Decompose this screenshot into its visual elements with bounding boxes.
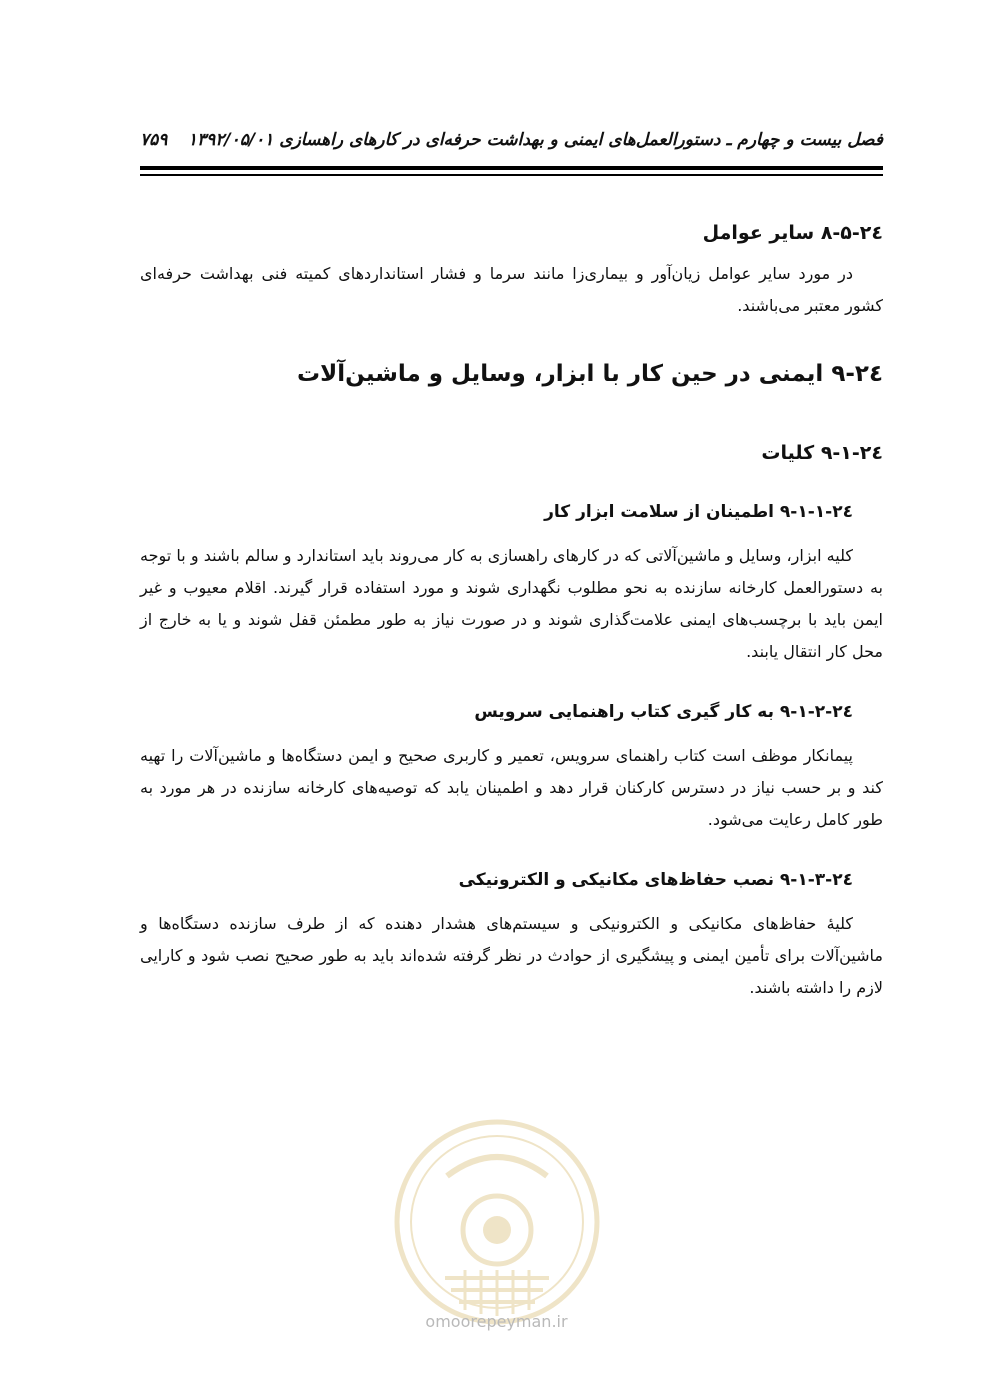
page-content [140, 200, 883, 1004]
header-rule-thin [140, 174, 883, 176]
page-number: ۷۵۹ [140, 130, 168, 150]
watermark-site: omoorepeyman.ir [425, 1312, 568, 1331]
heading-24-9-1: ۲٤-۹-۱ کلیات [761, 442, 883, 464]
header-title: فصل بیست و چهارم ـ دستورالعمل‌های ایمنی و بهداشت حرفه‌ای در کارهای راهسازی ۱۳۹۲/۰۵/۰۱ [187, 130, 883, 150]
heading-24-9-1-2: ۲٤-۹-۱-۲ به کار گیری کتاب راهنمایی سرویس [474, 702, 853, 722]
heading-24-8-5: ۲٤-۸-۵ سایر عوامل [702, 222, 883, 244]
watermark-logo-icon [385, 1110, 610, 1335]
heading-24-9-1-3: ۲٤-۹-۱-۳ نصب حفاظ‌های مکانیکی و الکترونیکی [458, 870, 853, 890]
paragraph-24-9-1-2: پیمانکار موظف است کتاب راهنمای سرویس، تعمیر و کاربری صحیح و ایمن دستگاه‌ها و ماشین‌آلات را تهیه کند و بر حسب نیاز در دسترس کارکنان قرار دهد و اطمینان یابد که توصیه‌های کارخانه سازنده در هر مورد به طور کامل رعایت می‌شود. [140, 746, 883, 829]
paragraph-24-9-1-3: کلیهٔ حفاظ‌های مکانیکی و الکترونیکی و سیستم‌های هشدار دهنده که از طرف سازنده دستگاه‌ها و ماشین‌آلات برای تأمین ایمنی و پیشگیری از حوادث در نظر گرفته شده‌اند باید به طور صحیح نصب شود و کارایی لازم را داشته باشند. [140, 914, 883, 997]
heading-24-9-1-1: ۲٤-۹-۱-۱ اطمینان از سلامت ابزار کار [544, 502, 853, 522]
header-rule-thick [140, 166, 883, 170]
page-header [140, 126, 883, 160]
paragraph-24-8-5: در مورد سایر عوامل زیان‌آور و بیماری‌زا مانند سرما و فشار استانداردهای کمیته فنی بهداشت حرفه‌ای کشور معتبر می‌باشند. [140, 264, 883, 315]
paragraph-24-9-1-1: کلیه ابزار، وسایل و ماشین‌آلاتی که در کارهای راهسازی به کار می‌روند باید استاندارد و سالم باشند و با توجه به دستورالعمل کارخانه سازنده به نحو مطلوب نگهداری شوند و مورد استفاده قرار گیرند. اقلام معیوب و غیر ایمن باید با برچسب‌های ایمنی علامت‌گذاری شوند و در صورت نیاز به طور مطمئن قفل شوند و یا به خارج از محل کار انتقال یابند. [140, 546, 883, 661]
heading-24-9: ۲٤-۹ ایمنی در حین کار با ابزار، وسایل و ماشین‌آلات [297, 361, 883, 387]
